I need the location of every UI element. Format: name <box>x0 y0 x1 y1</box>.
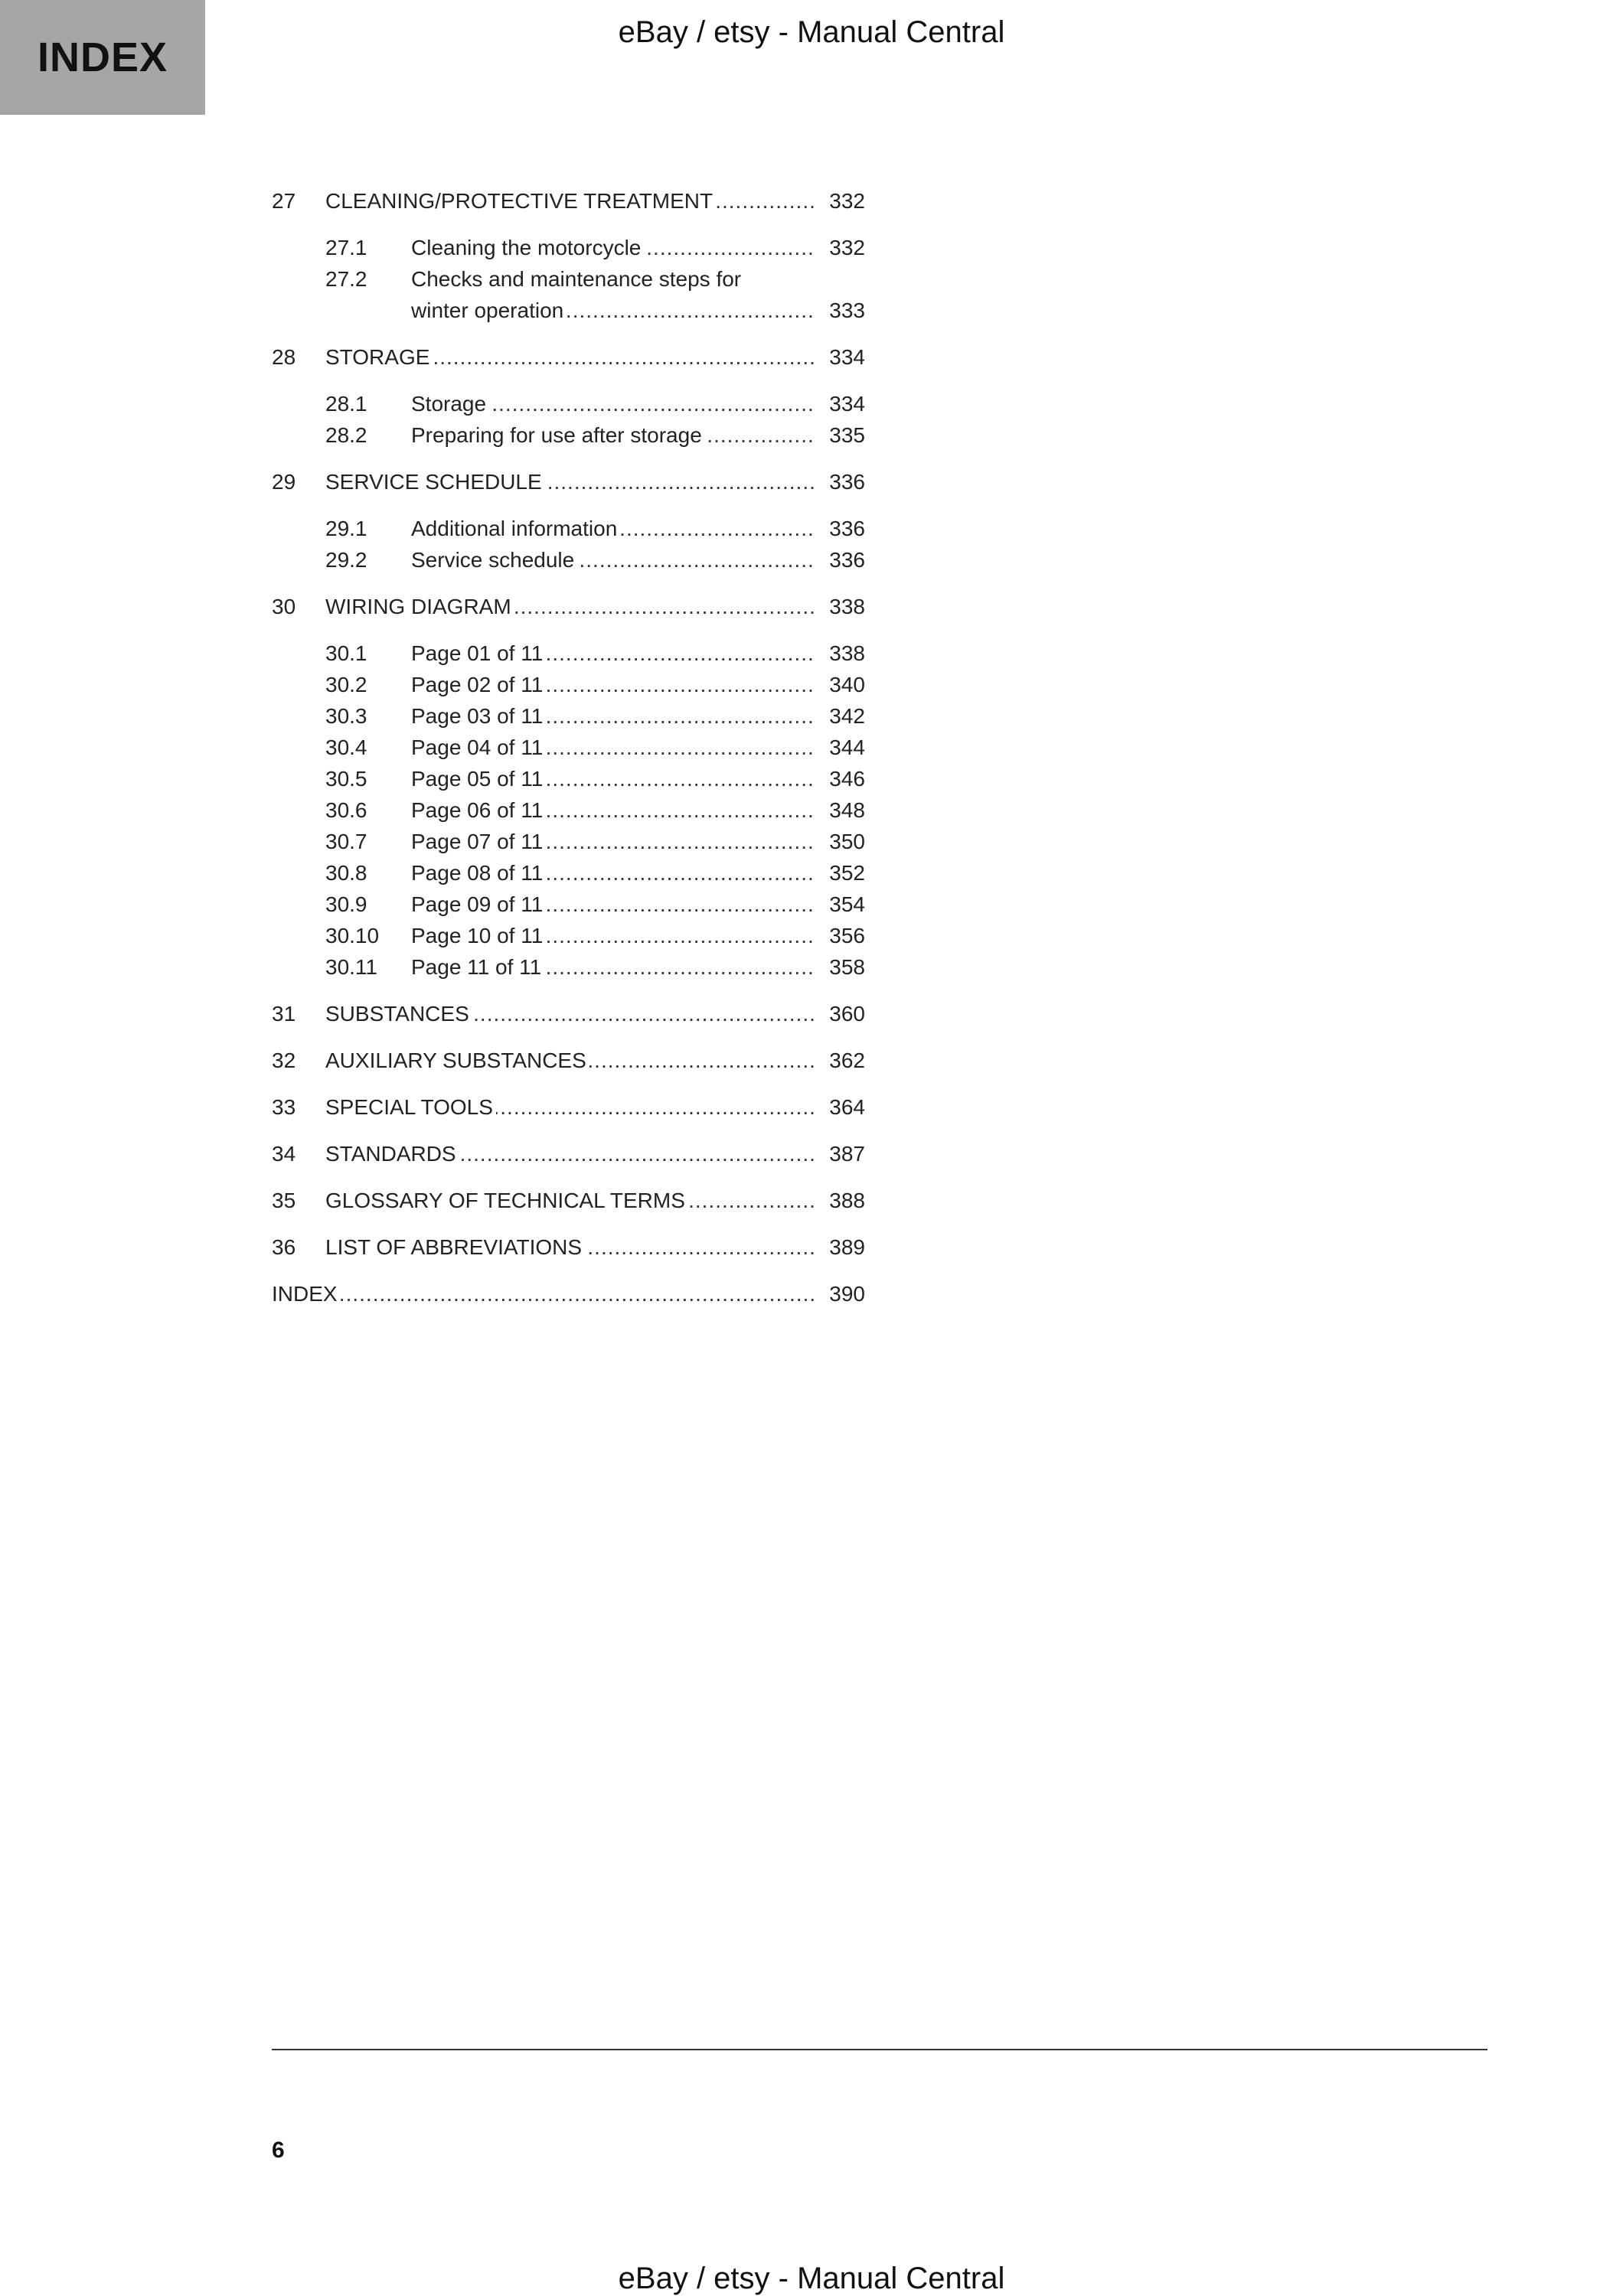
toc-entry-page: 362 <box>821 1045 865 1076</box>
toc-entry-number: 33 <box>272 1095 296 1119</box>
toc-entry-number: 34 <box>272 1142 296 1166</box>
toc-entry-page: 346 <box>821 763 865 794</box>
toc-entry-title: SPECIAL TOOLS <box>325 1095 496 1119</box>
toc-entry-page: 354 <box>821 889 865 920</box>
toc-entry-28-2[interactable] <box>272 419 865 451</box>
toc-entry-number: 30.9 <box>325 892 367 916</box>
toc-entry-number: 27.2 <box>325 267 367 291</box>
toc-entry-page: 387 <box>821 1138 865 1169</box>
toc-entry-number: 27.1 <box>325 236 367 259</box>
toc-entry-title: Page 10 of 11 <box>411 924 546 947</box>
toc-entry-29-2[interactable] <box>272 544 865 576</box>
toc-entry-page: 336 <box>821 513 865 544</box>
toc-entry-30-3[interactable] <box>272 700 865 732</box>
toc-entry-34[interactable] <box>272 1138 865 1169</box>
toc-entry-number: 29 <box>272 470 296 494</box>
toc-entry-page: 358 <box>821 951 865 983</box>
toc-entry-page: 334 <box>821 388 865 419</box>
toc-entry-title: INDEX <box>272 1282 341 1306</box>
toc-entry-title: STANDARDS <box>325 1142 459 1166</box>
toc-entry-title: Additional information <box>411 517 620 540</box>
toc-entry-number: 30.5 <box>325 767 367 791</box>
toc-entry-28[interactable] <box>272 341 865 373</box>
toc-entry-page: 344 <box>821 732 865 763</box>
toc-entry-page: 340 <box>821 669 865 700</box>
toc-entry-page: 338 <box>821 591 865 622</box>
toc-entry-title: Page 03 of 11 <box>411 704 546 728</box>
toc-entry-page: 338 <box>821 638 865 669</box>
toc-entry-title: CLEANING/PROTECTIVE TREATMENT <box>325 189 716 213</box>
toc-entry-number: 30.7 <box>325 830 367 853</box>
table-of-contents <box>272 185 865 1309</box>
toc-entry-title: Page 11 of 11 <box>411 955 544 979</box>
toc-entry-page: 333 <box>821 295 865 326</box>
toc-entry-page: 364 <box>821 1091 865 1123</box>
toc-entry-number: 28.1 <box>325 392 367 416</box>
toc-entry-page: 360 <box>821 998 865 1029</box>
toc-entry-28-1[interactable] <box>272 388 865 419</box>
toc-entry-page: 332 <box>821 232 865 263</box>
toc-entry-title: Page 08 of 11 <box>411 861 546 885</box>
toc-entry-page: 348 <box>821 794 865 826</box>
toc-entry-30-2[interactable] <box>272 669 865 700</box>
toc-entry-title: SERVICE SCHEDULE <box>325 470 545 494</box>
toc-entry-title: WIRING DIAGRAM <box>325 595 514 618</box>
toc-entry-30-11[interactable] <box>272 951 865 983</box>
toc-entry-title-line2: winter operation <box>411 298 567 322</box>
toc-entry-page: 342 <box>821 700 865 732</box>
toc-entry-30-6[interactable] <box>272 794 865 826</box>
toc-entry-title-line1: Checks and maintenance steps for <box>411 267 744 291</box>
toc-entry-32[interactable] <box>272 1045 865 1076</box>
toc-entry-title: STORAGE <box>325 345 433 369</box>
toc-entry-number: 30.8 <box>325 861 367 885</box>
toc-entry-page: 336 <box>821 544 865 576</box>
toc-entry-number: 35 <box>272 1189 296 1212</box>
toc-entry-title: Page 05 of 11 <box>411 767 546 791</box>
toc-entry-page: 390 <box>821 1278 865 1309</box>
toc-entry-page: 334 <box>821 341 865 373</box>
toc-entry-page: 336 <box>821 466 865 497</box>
toc-entry-36[interactable] <box>272 1231 865 1263</box>
toc-entry-27[interactable] <box>272 185 865 217</box>
toc-entry-number: 31 <box>272 1002 296 1026</box>
toc-entry-title: Page 02 of 11 <box>411 673 546 696</box>
toc-entry-30-4[interactable] <box>272 732 865 763</box>
toc-entry-33[interactable] <box>272 1091 865 1123</box>
toc-entry-title: LIST OF ABBREVIATIONS <box>325 1235 585 1259</box>
toc-entry-number: 30.11 <box>325 955 377 979</box>
toc-entry-number: 30 <box>272 595 296 618</box>
toc-entry-number: 29.2 <box>325 548 367 572</box>
toc-entry-number: 27 <box>272 189 296 213</box>
toc-entry-30-1[interactable] <box>272 638 865 669</box>
toc-entry-30-5[interactable] <box>272 763 865 794</box>
toc-entry-30-8[interactable] <box>272 857 865 889</box>
watermark-top: eBay / etsy - Manual Central <box>618 15 1005 49</box>
toc-entry-30-9[interactable] <box>272 889 865 920</box>
toc-entry-30-7[interactable] <box>272 826 865 857</box>
toc-entry-title: Page 06 of 11 <box>411 798 546 822</box>
toc-entry-page: 332 <box>821 185 865 217</box>
toc-entry-title: Page 07 of 11 <box>411 830 546 853</box>
watermark-bottom: eBay / etsy - Manual Central <box>618 2262 1005 2295</box>
toc-entry-page: 352 <box>821 857 865 889</box>
toc-entry-title: Page 04 of 11 <box>411 735 546 759</box>
toc-entry-page: 389 <box>821 1231 865 1263</box>
toc-entry-27-2-cont[interactable] <box>272 295 865 326</box>
toc-entry-page: 350 <box>821 826 865 857</box>
section-tab-label: INDEX <box>37 34 168 80</box>
toc-entry-index[interactable] <box>272 1278 865 1309</box>
toc-entry-number: 30.4 <box>325 735 367 759</box>
toc-entry-title: Page 09 of 11 <box>411 892 546 916</box>
toc-entry-27-2[interactable] <box>272 263 865 295</box>
toc-entry-number: 29.1 <box>325 517 367 540</box>
page-number: 6 <box>272 2138 285 2163</box>
toc-entry-30[interactable] <box>272 591 865 622</box>
toc-entry-number: 36 <box>272 1235 296 1259</box>
toc-entry-29[interactable] <box>272 466 865 497</box>
toc-entry-number: 30.3 <box>325 704 367 728</box>
toc-entry-30-10[interactable] <box>272 920 865 951</box>
toc-entry-number: 32 <box>272 1049 296 1072</box>
toc-entry-number: 30.10 <box>325 924 380 947</box>
toc-entry-27-1[interactable] <box>272 232 865 263</box>
toc-entry-title: Storage <box>411 392 489 416</box>
toc-entry-page: 356 <box>821 920 865 951</box>
toc-entry-title: GLOSSARY OF TECHNICAL TERMS <box>325 1189 688 1212</box>
toc-entry-number: 30.1 <box>325 641 367 665</box>
footer-divider <box>272 2049 1487 2050</box>
toc-entry-31[interactable] <box>272 998 865 1029</box>
toc-entry-number: 28.2 <box>325 423 367 447</box>
toc-entry-title: Cleaning the motorcycle <box>411 236 644 259</box>
toc-entry-number: 30.6 <box>325 798 367 822</box>
toc-entry-number: 28 <box>272 345 296 369</box>
toc-entry-title: AUXILIARY SUBSTANCES <box>325 1049 589 1072</box>
toc-entry-page: 388 <box>821 1185 865 1216</box>
toc-entry-35[interactable] <box>272 1185 865 1216</box>
toc-entry-title: SUBSTANCES <box>325 1002 472 1026</box>
toc-entry-title: Service schedule <box>411 548 577 572</box>
toc-entry-title: Page 01 of 11 <box>411 641 546 665</box>
toc-entry-title: Preparing for use after storage <box>411 423 705 447</box>
toc-entry-number: 30.2 <box>325 673 367 696</box>
toc-entry-29-1[interactable] <box>272 513 865 544</box>
toc-entry-page: 335 <box>821 419 865 451</box>
